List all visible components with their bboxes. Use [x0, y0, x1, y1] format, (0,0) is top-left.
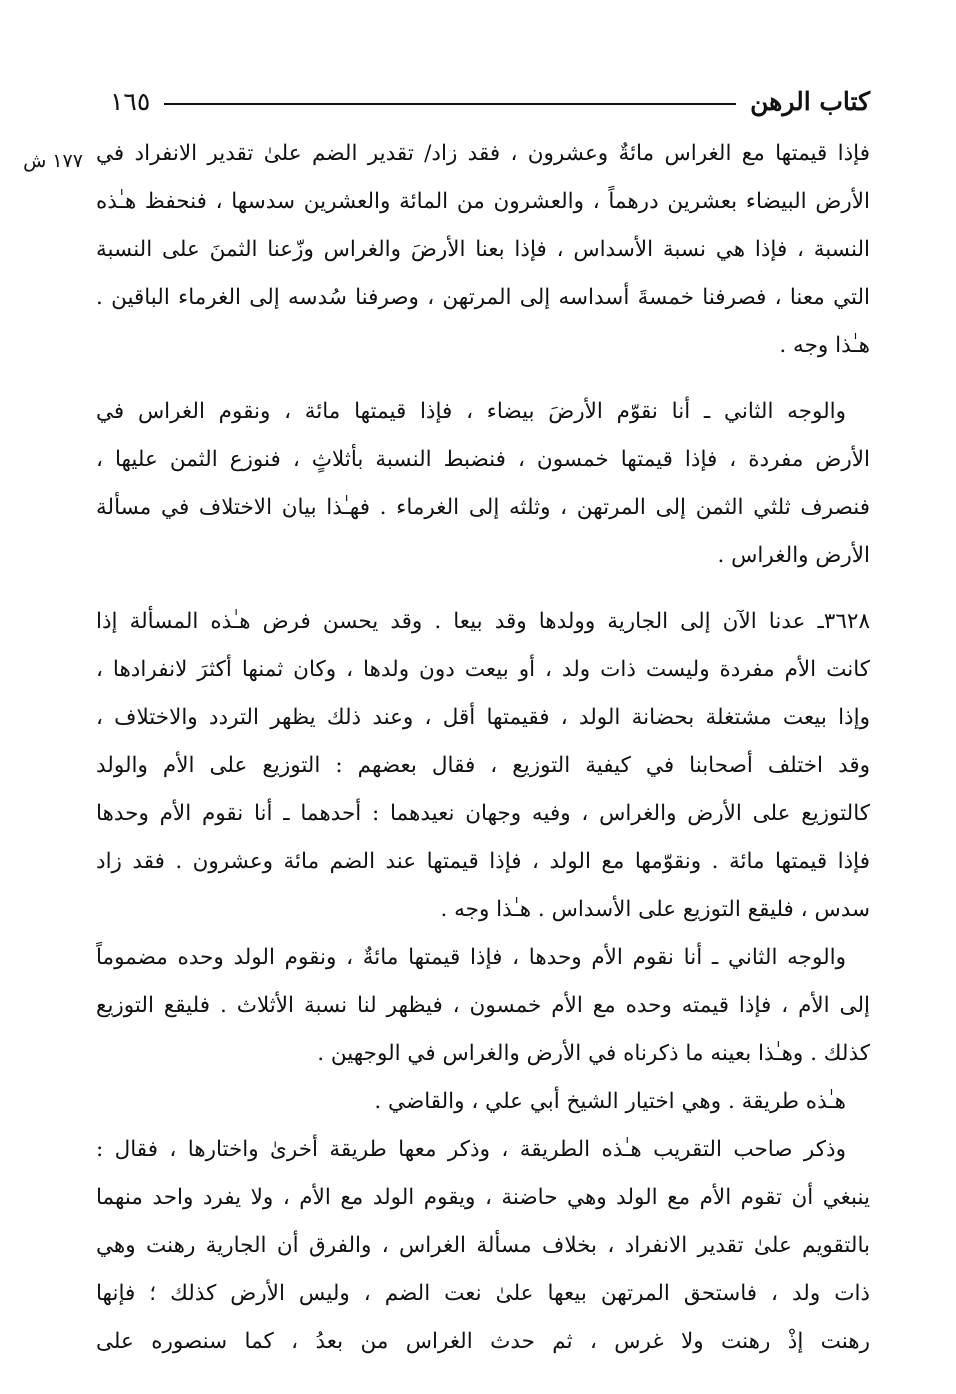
- paragraph: [96, 1126, 870, 1366]
- text-line: والوجه الثاني ـ أنا نقوّم الأرضَ بيضاء ، فإذا قيمتها مائة ، ونقوم الغراس في: [96, 399, 846, 424]
- text-line: وقد اختلف أصحابنا في كيفية التوزيع ، فقال بعضهم : التوزيع على الأم والولد: [96, 753, 870, 778]
- text-line: فإذا قيمتها مائة . ونقوّمها مع الولد ، فإذا قيمتها عند الضم مائة وعشرون . فقد زاد: [96, 849, 870, 874]
- page-number: ١٦٥: [110, 86, 151, 116]
- book-title: كتاب الرهن: [750, 86, 870, 116]
- text-line: الأرض والغراس .: [717, 543, 870, 568]
- text-line: ينبغي أن تقوم الأم مع الولد وهي حاضنة ، ويقوم الولد مع الأم ، ولا يفرد واحد منهما: [96, 1185, 870, 1210]
- text-line: وذكر صاحب التقريب هـٰذه الطريقة ، وذكر معها طريقة أخرىٰ واختارها ، فقال :: [96, 1137, 846, 1162]
- text-line: ذات ولد ، فاستحق المرتهن بيعها علىٰ نعت الضم ، وليس الأرض كذلك ؛ فإنها: [96, 1281, 870, 1306]
- text-line: النسبة ، فإذا هي نسبة الأسداس ، فإذا بعنا الأرضَ والغراس وزّعنا الثمنَ على النسبة: [96, 237, 870, 262]
- text-line: هـٰذا وجه .: [779, 333, 870, 358]
- text-line: رهنت إذْ رهنت ولا غرس ، ثم حدث الغراس من بعدُ ، كما سنصوره على: [96, 1329, 870, 1354]
- paragraph: [96, 598, 870, 934]
- text-line: بالتقويم علىٰ تقدير الانفراد ، بخلاف مسألة الغراس ، والفرق أن الجارية رهنت وهي: [96, 1233, 870, 1258]
- text-line: فنصرف ثلثي الثمن إلى المرتهن ، وثلثه إلى الغرماء . فهـٰذا بيان الاختلاف في مسألة: [96, 495, 870, 520]
- text-line: وإذا بيعت مشتغلة بحضانة الولد ، فقيمتها أقل ، وعند ذلك يظهر التردد والاختلاف ،: [96, 705, 870, 730]
- text-line: كانت الأم مفردة وليست ذات ولد ، أو بيعت دون ولدها ، وكان ثمنها أكثرَ لانفرادها ،: [96, 657, 870, 682]
- marginal-note: ١٧٧ ش: [23, 150, 83, 172]
- text-line: كالتوزيع على الأرض والغراس ، وفيه وجهان نعيدهما : أحدهما ـ أنا نقوم الأم وحدها: [96, 801, 870, 826]
- text-line: هـٰذه طريقة . وهي اختيار الشيخ أبي علي ، والقاضي .: [374, 1089, 846, 1114]
- page-body: [96, 130, 870, 1366]
- text-line: التي معنا ، فصرفنا خمسةَ أسداسه إلى المرتهن ، وصرفنا سُدسه إلى الغرماء الباقين .: [96, 285, 870, 310]
- text-line: سدس ، فليقع التوزيع على الأسداس . هـٰذا وجه .: [440, 897, 870, 922]
- paragraph: [96, 388, 870, 580]
- paragraph: [96, 1078, 870, 1126]
- text-line: كذلك . وهـٰذا بعينه ما ذكرناه في الأرض والغراس في الوجهين .: [317, 1041, 870, 1066]
- paragraph: [96, 934, 870, 1078]
- text-line: إلى الأم ، فإذا قيمته وحده مع الأم خمسون ، فيظهر لنا نسبة الأثلاث . فليقع التوزيع: [96, 993, 870, 1018]
- paragraph: [96, 130, 870, 370]
- text-line: والوجه الثاني ـ أنا نقوم الأم وحدها ، فإذا قيمتها مائةٌ ، ونقوم الولد وحده مضموماً: [96, 945, 846, 970]
- header-rule: [164, 103, 736, 105]
- text-line: ٣٦٢٨ـ عدنا الآن إلى الجارية وولدها وقد بيعا . وقد يحسن فرض هـٰذه المسألة إذا: [96, 609, 870, 634]
- text-line: الأرض مفردة ، فإذا قيمتها خمسون ، فنضبط النسبة بأثلاثٍ ، فنوزع الثمن عليها ،: [96, 447, 870, 472]
- running-header: [110, 78, 870, 124]
- text-line: الأرض البيضاء بعشرين درهماً ، والعشرون من المائة والعشرين سدسها ، فنحفظ هـٰذه: [96, 189, 870, 214]
- text-line: فإذا قيمتها مع الغراس مائةٌ وعشرون ، فقد زاد/ تقدير الضم علىٰ تقدير الانفراد في: [96, 141, 870, 166]
